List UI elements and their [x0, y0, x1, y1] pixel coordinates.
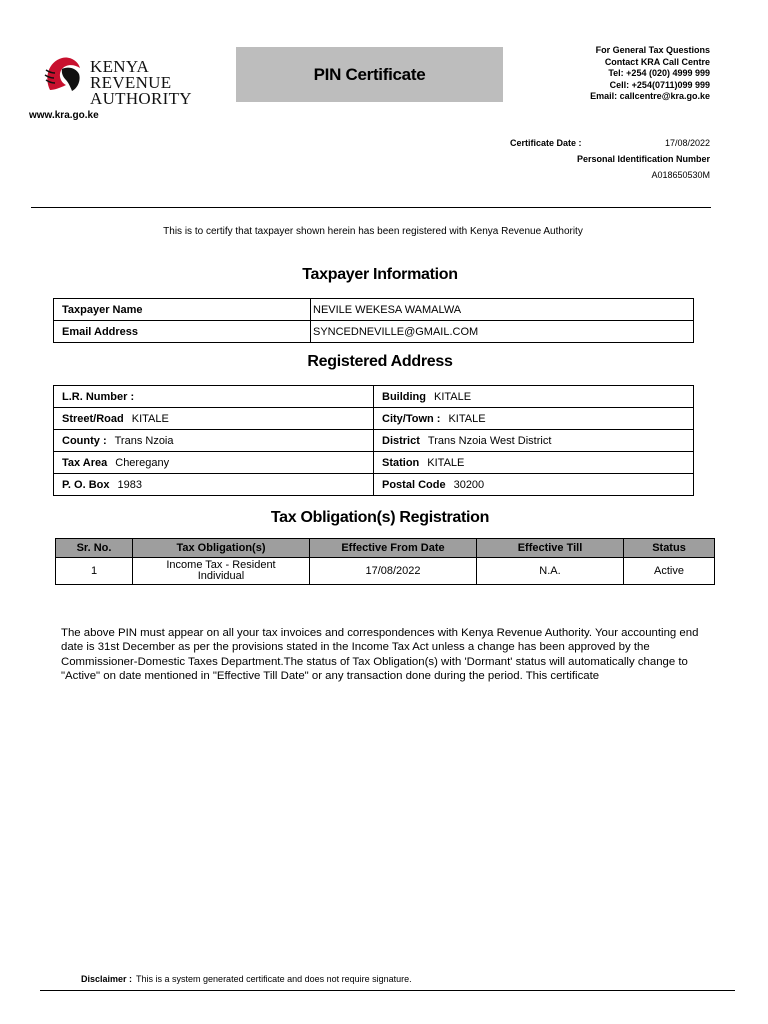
city-label: City/Town :	[382, 412, 441, 425]
building-cell	[374, 386, 694, 408]
disclaimer-text: This is a system generated certificate and does not require signature.	[136, 974, 412, 984]
station-value: KITALE	[427, 456, 465, 469]
table-header-row	[56, 539, 715, 558]
table-row	[54, 321, 694, 343]
row-obligation	[133, 558, 310, 585]
header-divider	[31, 207, 711, 208]
postal-code-label: Postal Code	[382, 478, 446, 491]
column-header-till: Effective Till	[477, 539, 624, 558]
table-row	[54, 386, 694, 408]
district-cell	[374, 430, 694, 452]
county-cell	[54, 430, 374, 452]
obligations-table	[55, 538, 715, 585]
section-title-obligations: Tax Obligation(s) Registration	[270, 509, 490, 526]
table-row	[54, 452, 694, 474]
district-value: Trans Nzoia West District	[427, 434, 552, 447]
station-label: Station	[382, 456, 420, 469]
notice-paragraph: The above PIN must appear on all your tax invoices and correspondences with Kenya Revenue Authority. Your accounting end date is 31st December as per the provisions stated in the Income Tax Act unless a change has been approved by the Commissioner-Domestic Taxes Department.The status of Tax Obligation(s) with 'Dormant' status will automatically change to "Active" on date mentioned in "Effective Till Date" or any transaction done during the period. This certificate	[61, 627, 699, 683]
city-cell	[374, 408, 694, 430]
contact-line: For General Tax Questions	[595, 45, 710, 55]
tax-area-label: Tax Area	[62, 456, 108, 469]
building-label: Building	[382, 390, 426, 403]
city-value: KITALE	[448, 412, 486, 425]
row-till: N.A.	[477, 558, 624, 585]
lr-number-cell	[54, 386, 374, 408]
page-title: PIN Certificate	[236, 47, 503, 102]
column-header-status: Status	[624, 539, 715, 558]
footer-divider	[40, 990, 735, 991]
column-header-obligation: Tax Obligation(s)	[133, 539, 310, 558]
email-value: SYNCEDNEVILLE@GMAIL.COM	[311, 321, 694, 343]
po-box-value: 1983	[117, 478, 142, 491]
lion-head-icon	[40, 52, 86, 98]
taxpayer-name-value: NEVILE WEKESA WAMALWA	[311, 299, 694, 321]
row-status: Active	[624, 558, 715, 585]
row-sr-no: 1	[56, 558, 133, 585]
column-header-sr-no: Sr. No.	[56, 539, 133, 558]
disclaimer	[81, 974, 412, 984]
county-label: County :	[62, 434, 107, 447]
logo-wordmark	[90, 59, 226, 107]
certificate-date-value: 17/08/2022	[664, 138, 710, 148]
contact-line: Tel: +254 (020) 4999 999	[608, 68, 710, 79]
building-value: KITALE	[434, 390, 472, 403]
postal-code-value: 30200	[453, 478, 485, 491]
tax-area-value: Cheregany	[115, 456, 170, 469]
pin-value: A018650530M	[651, 170, 710, 180]
table-row	[56, 558, 715, 585]
table-row	[54, 408, 694, 430]
column-header-from-date: Effective From Date	[310, 539, 477, 558]
table-row	[54, 299, 694, 321]
street-cell	[54, 408, 374, 430]
po-box-cell	[54, 474, 374, 496]
postal-code-cell	[374, 474, 694, 496]
contact-line: Cell: +254(0711)099 999	[609, 79, 710, 90]
contact-email[interactable]: Email: callcentre@kra.go.ke	[590, 91, 710, 102]
disclaimer-label: Disclaimer :	[81, 974, 133, 984]
certify-statement: This is to certify that taxpayer shown herein has been registered with Kenya Revenue Authority	[163, 226, 583, 237]
row-obligation-line-2: Individual	[197, 570, 245, 582]
pin-label: Personal Identification Number	[576, 154, 710, 164]
address-table	[53, 385, 694, 496]
logo-line-2: AUTHORITY	[90, 89, 192, 108]
taxpayer-table	[53, 298, 694, 343]
section-title-address: Registered Address	[307, 353, 453, 370]
taxpayer-name-label: Taxpayer Name	[54, 299, 311, 321]
contact-line: Contact KRA Call Centre	[604, 56, 710, 67]
website-link[interactable]: www.kra.go.ke	[29, 110, 99, 121]
row-from-date: 17/08/2022	[310, 558, 477, 585]
table-row	[54, 474, 694, 496]
station-cell	[374, 452, 694, 474]
logo-line-1: KENYA REVENUE	[90, 57, 172, 92]
certificate-meta	[510, 138, 710, 180]
section-title-taxpayer: Taxpayer Information	[302, 266, 458, 283]
lr-number-label: L.R. Number :	[62, 390, 135, 403]
certificate-date-label: Certificate Date :	[510, 138, 582, 148]
email-label: Email Address	[54, 321, 311, 343]
county-value: Trans Nzoia	[114, 434, 174, 447]
street-value: KITALE	[131, 412, 169, 425]
contact-info	[590, 45, 710, 103]
row-obligation-line-1: Income Tax - Resident	[166, 559, 276, 571]
tax-area-cell	[54, 452, 374, 474]
street-label: Street/Road	[62, 412, 124, 425]
district-label: District	[382, 434, 420, 447]
po-box-label: P. O. Box	[62, 478, 110, 491]
kra-logo	[40, 52, 226, 108]
table-row	[54, 430, 694, 452]
